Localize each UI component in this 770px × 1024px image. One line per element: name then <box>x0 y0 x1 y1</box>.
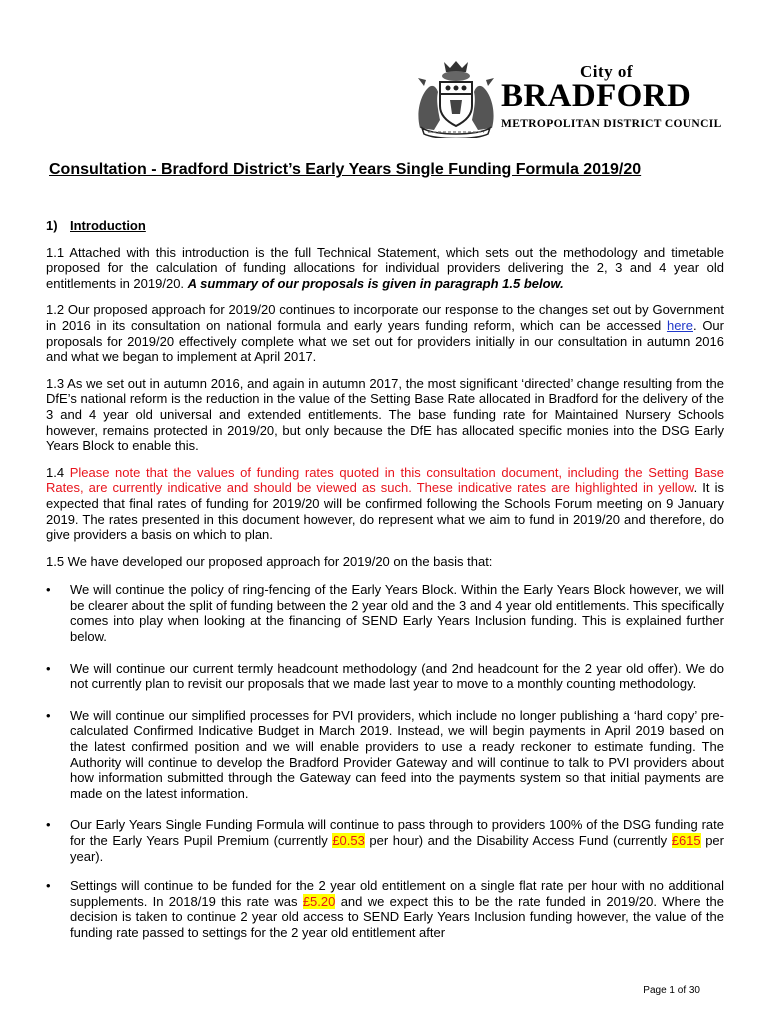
paragraph-1-1 <box>46 245 724 292</box>
list-item-text-part: and we expect this to be the rate funded in 2019/20. Where the decision is taken to continue 2 year old access to SEND Early Years Inclusion funding however, the value of the funding rate passed to settings for the 2 year old entitlement after <box>70 893 724 940</box>
paragraph-1-2-text-b: . Our proposals for 2019/20 effectively complete what we set out for providers initially in our consultation in autumn 2016 and what we began to implement at April 2017. <box>46 317 724 365</box>
paragraph-1-2 <box>46 302 724 364</box>
highlighted-rate: £615 <box>671 833 701 848</box>
bullet-icon: • <box>46 878 51 894</box>
list-item-text: We will continue our simplified processes for PVI providers, which include no longer publishing a ‘hard copy’ pre-calculated Confirmed Indicative Budget in March 2019. Instead, we will begin payments in April 2019 based on the latest confirmed position and we will enable providers to use a ready reckoner to estimate funding. The Authority will continue to develop the Bradford Provider Gateway and will continue to talk to PVI providers about how information submitted through the Gateway can feed into the payments system so that initial payments are made on the latest information. <box>70 707 724 801</box>
list-item-text <box>70 817 724 863</box>
bullet-icon: • <box>46 582 51 598</box>
section-heading <box>46 218 724 234</box>
highlighted-rate: £5.20 <box>302 893 336 909</box>
paragraph-1-4-text: . It is expected that final rates of funding for 2019/20 will be confirmed following the Schools Forum meeting on 9 January 2019. The rates presented in this document however, do represent what we aim to fund in 2019/20 and therefore, do give providers a basis on which to plan. <box>46 480 724 543</box>
list-item-text: We will continue the policy of ring-fencing of the Early Years Block. Within the Early Years Block however, we will be clearer about the split of funding between the 2 year old and the 3 and 4 year old entitlements. This specifically comes into play when looking at the financing of SEND Early Years Inclusion funding. This is explained further below. <box>70 582 724 645</box>
section-number: 1) <box>46 218 58 233</box>
list-item-text-part: Settings will continue to be funded for the 2 year old entitlement on a single flat rate per hour with no additional supplements. In 2018/19 this rate was <box>70 878 724 909</box>
paragraph-1-4 <box>46 465 724 543</box>
list-item-text-part: Our Early Years Single Funding Formula will continue to pass through to providers 100% of the DSG funding rate for the Early Years Pupil Premium (currently <box>70 817 724 848</box>
bullet-icon: • <box>46 660 51 676</box>
logo-council-name: METROPOLITAN DISTRICT COUNCIL <box>501 118 722 130</box>
list-item-text <box>70 878 724 940</box>
list-item <box>46 817 724 864</box>
paragraph-1-5: 1.5 We have developed our proposed approach for 2019/20 on the basis that: <box>46 553 493 569</box>
here-link[interactable]: here <box>666 317 693 333</box>
highlighted-rate: £0.53 <box>332 833 365 848</box>
list-item <box>46 661 724 692</box>
logo-bradford: BRADFORD <box>501 78 692 114</box>
paragraph-1-1-emphasis: A summary of our proposals is given in paragraph 1.5 below. <box>187 275 564 291</box>
paragraph-1-3: 1.3 As we set out in autumn 2016, and again in autumn 2017, the most significant ‘directed’ change resulting from the DfE’s national reform is the reduction in the value of the Setting Base Rate allocated in Bradford for the delivery of the 3 and 4 year old universal and extended entitlements. The base funding rate for Maintained Nursery Schools however, remains protected in 2019/20, but only because the DfE has allocated specific monies into the DSG Early Years Block to enable this. <box>46 375 724 454</box>
document-body <box>46 218 724 957</box>
list-item <box>46 582 724 644</box>
indicative-rates-note: Please note that the values of funding rates quoted in this consultation document, including the Setting Base Rates, are currently indicative and should be viewed as such. These indicative rates are highlighted in yellow <box>46 464 724 496</box>
paragraph-1-1-text: 1.1 Attached with this introduction is the full Technical Statement, which sets out the methodology and timetable proposed for the calculation of funding allocations for individual providers delivering the 2, 3 and 4 year old entitlements in 2019/20. <box>46 244 724 291</box>
section-title: Introduction <box>70 218 146 233</box>
paragraph-1-2-text-a: 1.2 Our proposed approach for 2019/20 continues to incorporate our response to the changes set out by Government in 2016 in its consultation on national formula and early years funding reform, which can be accessed <box>46 302 724 333</box>
document-title: Consultation - Bradford District’s Early Years Single Funding Formula 2019/20 <box>49 161 642 178</box>
page-number: Page 1 of 30 <box>643 985 700 996</box>
list-item-text-part: per year). <box>70 833 724 864</box>
bullet-icon: • <box>46 707 51 723</box>
bullet-icon: • <box>46 817 51 833</box>
list-item <box>46 708 724 802</box>
coat-of-arms-icon <box>414 58 498 138</box>
list-item-text-part: per hour) and the Disability Access Fund (currently <box>364 833 672 848</box>
list-item-text: We will continue our current termly headcount methodology (and 2nd headcount for the 2 year old offer). We do not currently plan to revisit our proposals that we made last year to move to a monthly counting methodology. <box>70 660 724 692</box>
proposal-list <box>46 582 724 940</box>
paragraph-1-4-number: 1.4 <box>46 464 70 480</box>
logo-city-of: City of <box>580 62 634 81</box>
council-logo <box>414 58 728 138</box>
list-item <box>46 878 724 940</box>
